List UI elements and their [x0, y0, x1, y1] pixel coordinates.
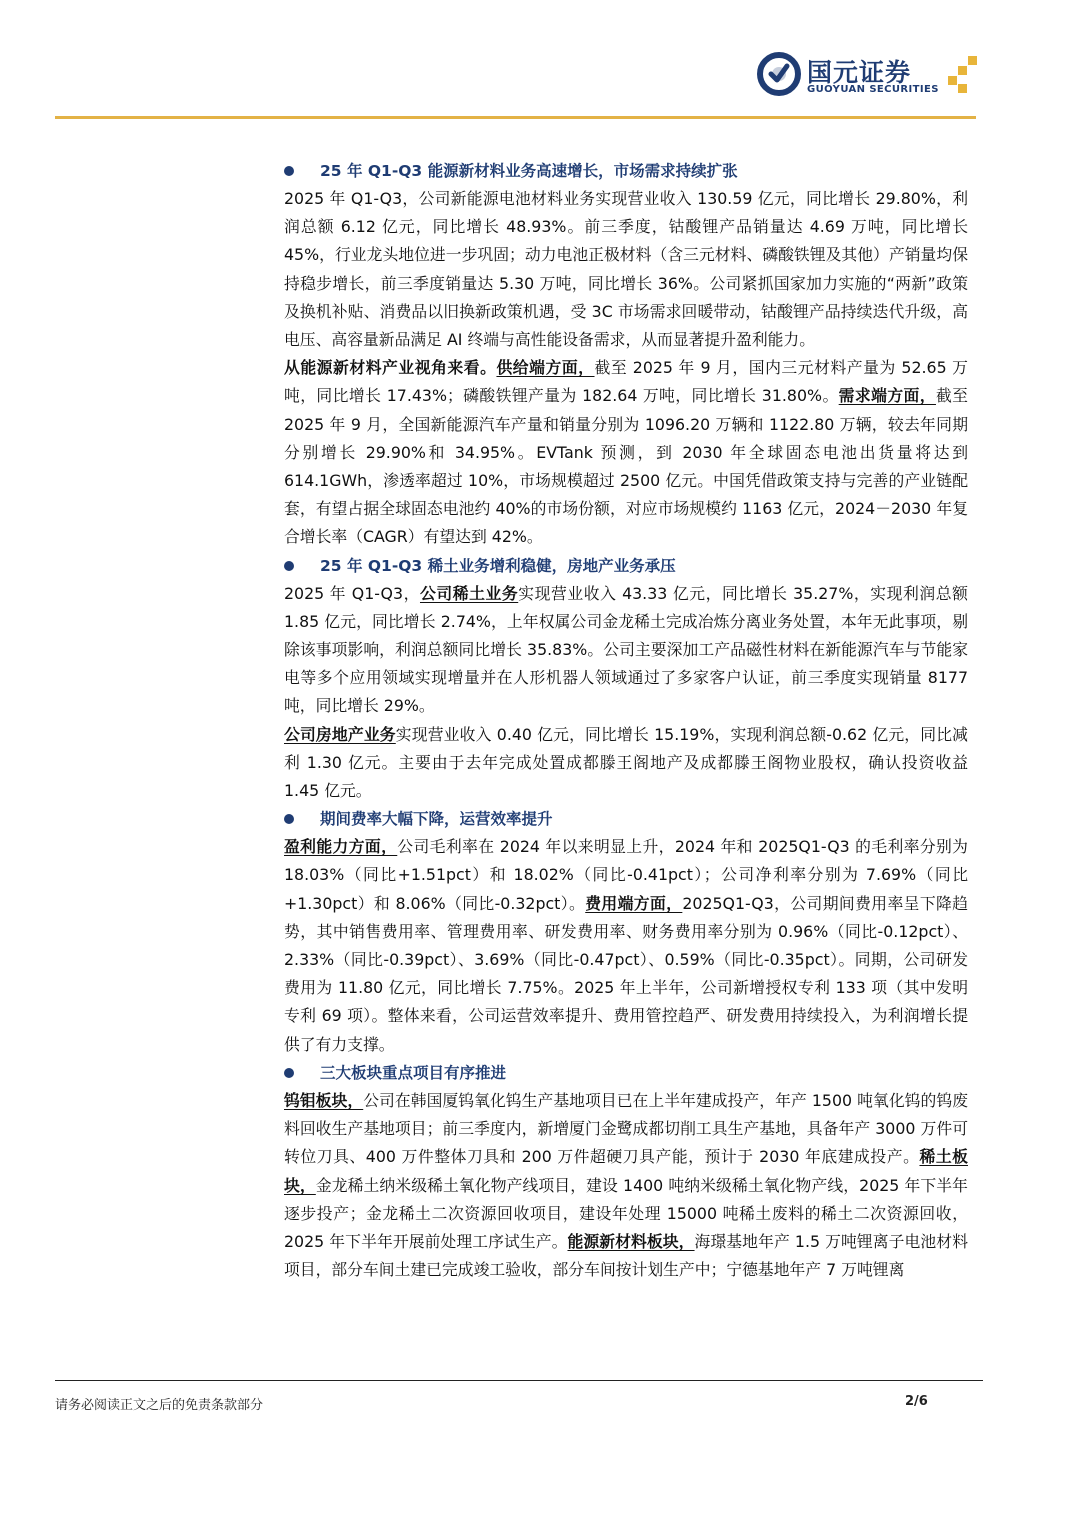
section-heading-projects: 三大板块重点项目有序推进: [284, 1059, 968, 1087]
footer-divider: [55, 1380, 983, 1381]
paragraph-projects: 钨钼板块，公司在韩国厦钨氧化钨生产基地项目已在上半年建成投产，年产 1500 吨氧化钨的钨废料回收生产基地项目；前三季度内，新增厦门金鹭成都切削工具生产基地，具备年产 3000 万件可转位刀具、400 万件整体刀具和 200 万件超硬刀具产能，预计于 2030 年底建成投产。稀土板块，金龙稀土纳米级稀土氧化物产线项目，建设 1400 吨纳米级稀土氧化物产线，2025 年下半年逐步投产；金龙稀土二次资源回收项目，建设年处理 15000 吨稀土废料的稀土二次资源回收，2025 年下半年开展前处理工序试生产。能源新材料板块，海璟基地年产 1.5 万吨锂离子电池材料项目，部分车间土建已完成竣工验收，部分车间按计划生产中；宁德基地年产 7 万吨锂离: [284, 1090, 968, 1280]
bullet-icon: [284, 166, 294, 176]
paragraph-energy-results: 2025 年 Q1-Q3，公司新能源电池材料业务实现营业收入 130.59 亿元，同比增长 29.80%，利润总额 6.12 亿元，同比增长 48.93%。前三季度，钴酸锂产品销量达 4.69 万吨，同比增长 45%，行业龙头地位进一步巩固；动力电池正极材料（含三元材料、磷酸铁锂及其他）产销量均保持稳步增长，前三季度销量达 5.30 万吨，同比增长 36%。公司紧抓国家加力实施的“两新”政策及换机补贴、消费品以旧换新政策机遇，受 3C 市场需求回暖带动，钴酸锂产品持续迭代升级，高电压、高容量新品满足 AI 终端与高性能设备需求，从而显著提升盈利能力。: [284, 189, 968, 350]
section-heading-expense: 期间费率大幅下降，运营效率提升: [284, 805, 968, 833]
report-body: [284, 157, 968, 1284]
text-demand: 截至 2025 年 9 月，全国新能源汽车产量和销量分别为 1096.20 万辆和 1122.80 万辆，较去年同期分别增长 29.90%和 34.95%。EVTank 预测，到 2030 年全球固态电池出货量将达到 614.1GWh，渗透率超过 10%，市场规模超过 2500 亿元。中国凭借政策支持与完善的产业链配套，有望占据全球固态电池约 40%的市场份额，对应市场规模约 1163 亿元，2024－2030 年复合增长率（CAGR）有望达到 42%。: [284, 386, 968, 547]
keyword-supply: 供给端方面，: [496, 358, 595, 378]
logo-text-cn: 国元证券: [807, 58, 912, 87]
logo-mark-icon: [757, 52, 801, 96]
company-logo: [757, 52, 979, 98]
paragraph-energy-industry: [284, 354, 968, 551]
header-divider: [55, 116, 976, 119]
logo-square-3: [948, 76, 957, 85]
text-supply: 截至 2025 年 9 月，国内三元材料产量为 52.65 万吨，同比增长 17.43%；磷酸铁锂产量为 182.64 万吨，同比增长 31.80%。: [284, 358, 968, 406]
paragraph-profitability: 盈利能力方面，公司毛利率在 2024 年以来明显上升，2024 年和 2025Q1-Q3 的毛利率分别为 18.03%（同比+1.51pct）和 18.02%（同比-0.41pct）；公司净利率分别为 7.69%（同比+1.30pct）和 8.06%（同比-0.32pct）。费用端方面，2025Q1-Q3，公司期间费用率呈下降趋势，其中销售费用率、管理费用率、研发费用率、财务费用率分别为 0.96%（同比-0.12pct）、2.33%（同比-0.39pct）、3.69%（同比-0.47pct）、0.59%（同比-0.35pct）。同期，公司研发费用为 11.80 亿元，同比增长 7.75%。2025 年上半年，公司新增授权专利 133 项（其中发明专利 69 项）。整体来看，公司运营效率提升、费用管控趋严、研发费用持续投入，为利润增长提供了有力支撑。: [284, 837, 968, 1054]
bullet-icon: [284, 561, 294, 571]
section-heading-rare-earth: 25 年 Q1-Q3 稀土业务增利稳健，房地产业务承压: [284, 552, 968, 580]
keyword-real-estate: 公司房地产业务: [284, 724, 396, 744]
lead-text: 从能源新材料产业视角来看。: [284, 358, 497, 378]
keyword-demand: 需求端方面，: [838, 386, 936, 406]
keyword-tungsten: 钨钼板块，: [284, 1090, 364, 1110]
paragraph-real-estate: 公司房地产业务实现营业收入 0.40 亿元，同比增长 15.19%，实现利润总额-0.62 亿元，同比减利 1.30 亿元。主要由于去年完成处置成都滕王阁地产及成都滕王阁物业股权，确认投资收益 1.45 亿元。: [284, 724, 968, 801]
section-heading-energy: 25 年 Q1-Q3 能源新材料业务高速增长，市场需求持续扩张: [284, 157, 968, 185]
keyword-rare-earth: 公司稀土业务: [419, 583, 519, 603]
keyword-expense: 费用端方面，: [585, 893, 683, 913]
logo-square-4: [958, 84, 967, 93]
logo-square-1: [958, 66, 967, 75]
bullet-icon: [284, 814, 294, 824]
logo-text-en: GUOYUAN SECURITIES: [807, 84, 939, 95]
keyword-profitability: 盈利能力方面，: [284, 837, 398, 857]
bullet-icon: [284, 1068, 294, 1078]
paragraph-rare-earth: 2025 年 Q1-Q3，公司稀土业务实现营业收入 43.33 亿元，同比增长 35.27%，实现利润总额 1.85 亿元，同比增长 2.74%，上年权属公司金龙稀土完成冶炼分离业务处置，本年无此事项，剔除该事项影响，利润总额同比增长 35.83%。公司主要深加工产品磁性材料在新能源汽车与节能家电等多个应用领域实现增量并在人形机器人领域通过了多家客户认证，前三季度实现销量 8177 吨，同比增长 29%。: [284, 583, 968, 716]
footer-disclaimer: 请务必阅读正文之后的免责条款部分: [55, 1398, 264, 1413]
keyword-rare-earth-segment: 稀土板块，: [284, 1147, 968, 1195]
keyword-energy-segment: 能源新材料板块，: [567, 1231, 695, 1251]
logo-square-2: [968, 56, 977, 65]
page-number: 2/6: [905, 1394, 928, 1409]
